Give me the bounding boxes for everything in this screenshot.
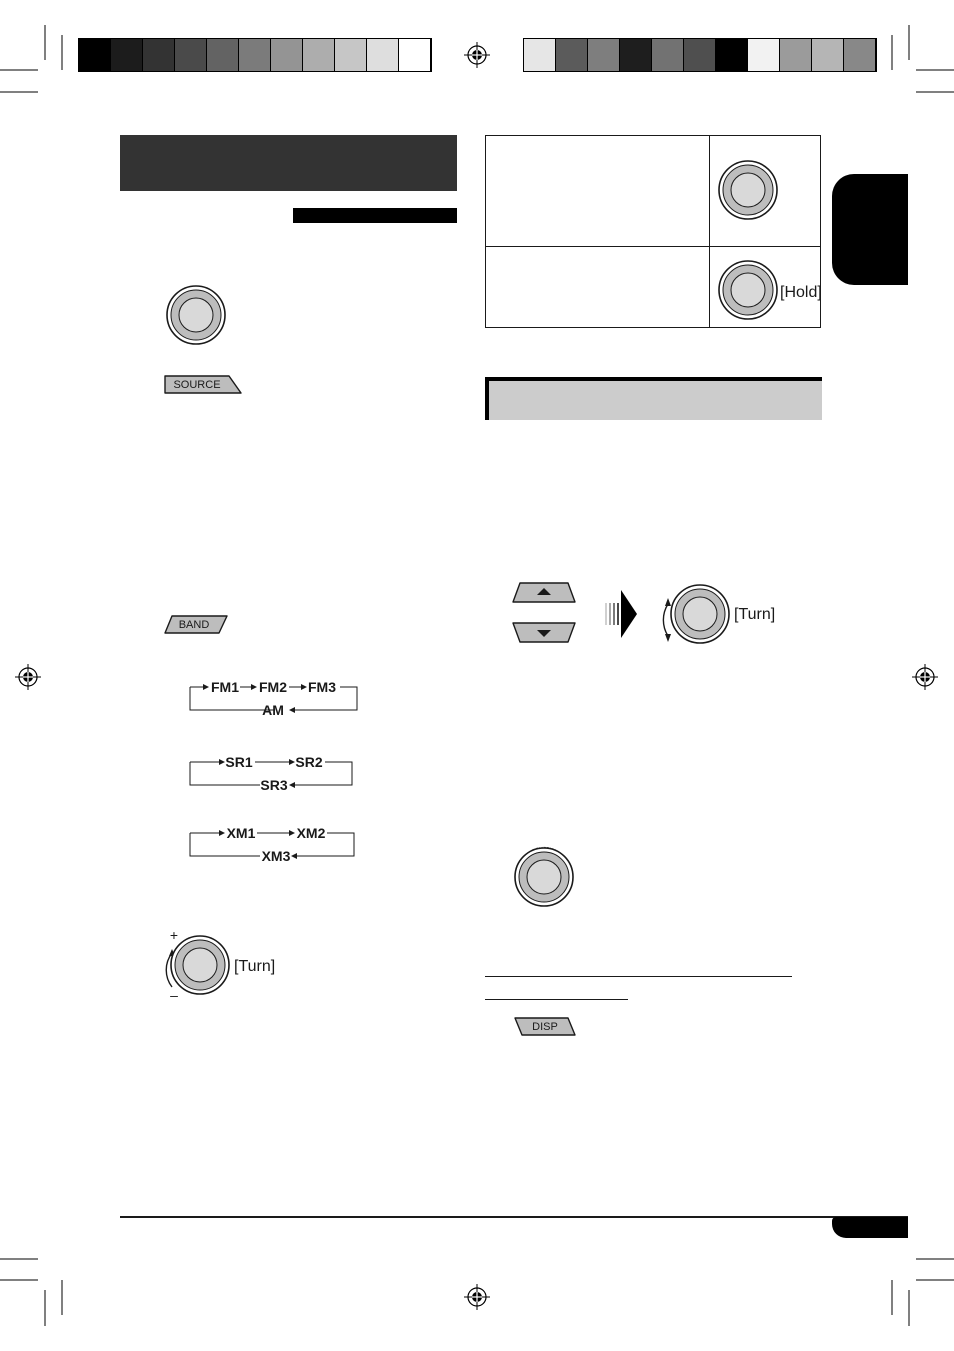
subheading-bar xyxy=(293,208,457,223)
svg-text:SR1: SR1 xyxy=(225,754,253,770)
svg-text:XM1: XM1 xyxy=(226,825,256,841)
heading-underline xyxy=(485,999,628,1000)
plus-label: + xyxy=(169,927,179,943)
registration-mark-icon xyxy=(464,1284,490,1310)
svg-text:AM: AM xyxy=(262,702,284,718)
language-tab xyxy=(832,174,908,285)
band-button[interactable] xyxy=(163,613,231,637)
svg-text:FM1: FM1 xyxy=(211,679,239,695)
section-title-block xyxy=(120,135,457,191)
table-col-divider xyxy=(709,136,710,327)
heading-underline xyxy=(485,976,792,977)
up-button[interactable] xyxy=(510,580,578,606)
turn-label: [Turn] xyxy=(234,958,276,975)
registration-mark-icon xyxy=(15,664,41,690)
svg-text:XM3: XM3 xyxy=(261,848,291,864)
svg-text:SR3: SR3 xyxy=(260,777,288,793)
turn-knob-volume xyxy=(160,925,280,1001)
minus-label: – xyxy=(170,987,178,1001)
turn-label: [Turn] xyxy=(734,606,776,623)
section-heading-bar xyxy=(485,377,822,420)
svg-text:FM2: FM2 xyxy=(259,679,287,695)
hold-knob xyxy=(712,252,822,324)
right-arrow-icon xyxy=(603,588,639,640)
knob-icon xyxy=(160,278,232,350)
svg-text:XM2: XM2 xyxy=(296,825,326,841)
svg-text:SR2: SR2 xyxy=(295,754,323,770)
hold-label: [Hold] xyxy=(780,284,822,301)
xm-band-cycle xyxy=(185,822,363,866)
knob-icon xyxy=(712,152,784,224)
page-number-tab xyxy=(832,1217,908,1238)
band-button-label: BAND xyxy=(178,619,210,631)
fm-band-cycle xyxy=(185,676,363,720)
source-button[interactable] xyxy=(163,373,245,397)
footer-rule xyxy=(120,1216,908,1218)
table-row-divider xyxy=(486,246,820,247)
knob-icon xyxy=(508,838,580,910)
down-button[interactable] xyxy=(510,620,578,646)
sr-band-cycle xyxy=(185,751,363,795)
svg-text:FM3: FM3 xyxy=(308,679,336,695)
turn-knob-tuning xyxy=(656,576,776,648)
registration-mark-icon xyxy=(464,42,490,68)
disp-button-label: DISP xyxy=(532,1021,558,1033)
registration-mark-icon xyxy=(912,664,938,690)
disp-button[interactable] xyxy=(512,1015,578,1039)
source-button-label: SOURCE xyxy=(173,379,221,391)
